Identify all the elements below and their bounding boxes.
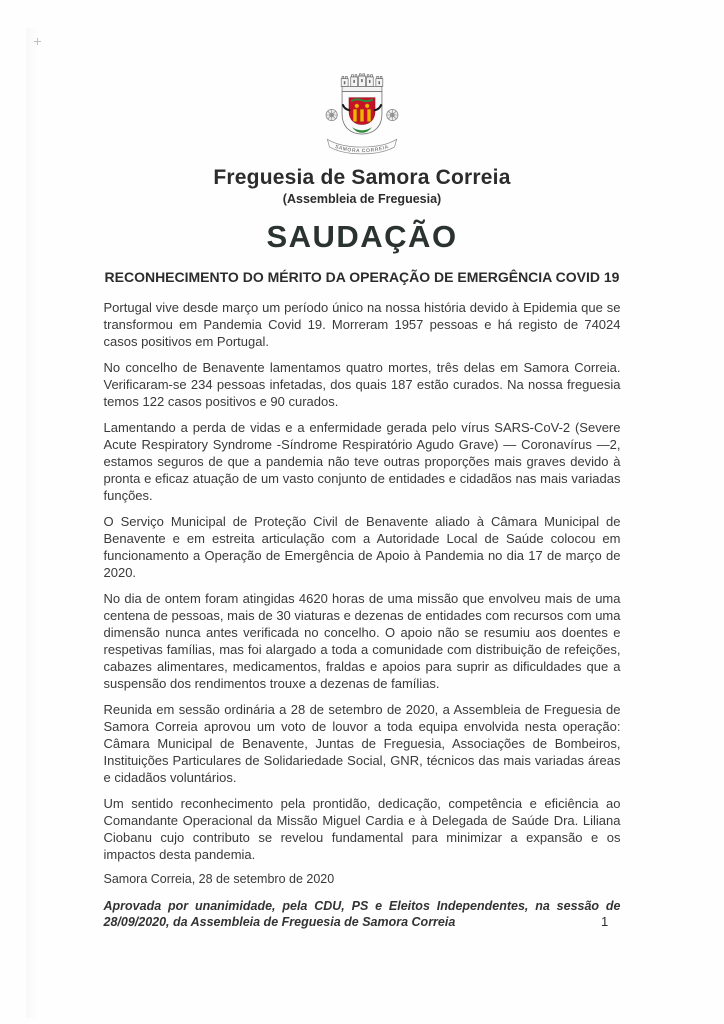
- body-paragraph: Reunida em sessão ordinária a 28 de setembro de 2020, a Assembleia de Freguesia de Samora Correia aprovou um voto de louvor a toda equipa envolvida nesta operação: Câmara Municipal de Benavente, Juntas de Freguesia, Associações de Bombeiros, Instituições Particulares de Solidariedade Social, GNR, técnicos das mais variadas áreas e cidadãos voluntários.: [103, 702, 621, 785]
- body-paragraph: Um sentido reconhecimento pela prontidão, dedicação, competência e eficiência ao Comandante Operacional da Missão Miguel Cardia e à Delegada de Saúde Dra. Liliana Ciobanu cujo contributo se revelou fundamental para minimizar a expansão e os impactos desta pandemia.: [103, 796, 621, 862]
- samora-correia-coat-of-arms-icon: [310, 70, 414, 160]
- body-paragraph: O Serviço Municipal de Proteção Civil de Benavente aliado à Câmara Municipal de Benavente e em estreita articulação com a Autoridade Local de Saúde colocou em funcionamento a Operação de Emergência de Apoio à Pandemia no dia 17 de março de 2020.: [103, 514, 621, 580]
- org-name: Freguesia de Samora Correia: [213, 166, 511, 189]
- gold-columns: [353, 109, 370, 121]
- registration-mark: [34, 38, 41, 45]
- document-header: [0, 166, 724, 285]
- approval-note: Aprovada por unanimidade, pela CDU, PS e Eleitos Independentes, na sessão de 28/09/2020, da Assembleia de Freguesia de Samora Correia: [103, 899, 621, 929]
- date-line: Samora Correia, 28 de setembro de 2020: [103, 872, 335, 886]
- body-paragraph: Portugal vive desde março um período único na nossa história devido à Epidemia que se transformou em Pandemia Covid 19. Morreram 1957 pessoas e há registo de 74024 casos positivos em Portugal.: [103, 300, 621, 349]
- body-paragraph: No dia de ontem foram atingidas 4620 horas de uma missão que envolveu mais de uma centena de pessoas, mais de 30 viaturas e dezenas de entidades com recursos com uma dimensão nunca antes verificada no concelho. O apoio não se resumiu aos doentes e respetivas famílias, mas foi alargado a toda a comunidade com distribuição de refeições, cabazes alimentares, medicamentos, fraldas e apoios para suprir as dificuldades que a suspensão dos rendimentos trouxe a dezenas de famílias.: [103, 591, 621, 691]
- document-subtitle: RECONHECIMENTO DO MÉRITO DA OPERAÇÃO DE EMERGÊNCIA COVID 19: [104, 269, 620, 285]
- document-title: SAUDAÇÃO: [266, 219, 458, 254]
- document-body: [104, 299, 621, 930]
- mural-crown: [341, 74, 383, 92]
- body-paragraph: Lamentando a perda de vidas e a enfermidade gerada pelo vírus SARS-CoV-2 (Severe Acute Respiratory Syndrome -Síndrome Respiratório Agudo Grave) — Coronavírus —2, estamos seguros de que a pandemia não teve outras proporções mais graves devido à pronta e eficaz atuação de um vasto conjunto de entidades e cidadãos nas mais variadas funções.: [103, 420, 621, 503]
- crest-container: [0, 0, 724, 160]
- page-number: 1: [601, 914, 609, 929]
- body-paragraph: No concelho de Benavente lamentamos quatro mortes, três delas em Samora Correia. Verificaram-se 234 pessoas infetadas, dos quais 187 estão curados. Na nossa freguesia temos 122 casos positivos e 90 curados.: [103, 360, 621, 409]
- scan-artifact-strip: [26, 28, 38, 1018]
- org-subtitle: (Assembleia de Freguesia): [282, 192, 442, 206]
- crest-ribbon-text: SAMORA CORREIA: [334, 144, 390, 155]
